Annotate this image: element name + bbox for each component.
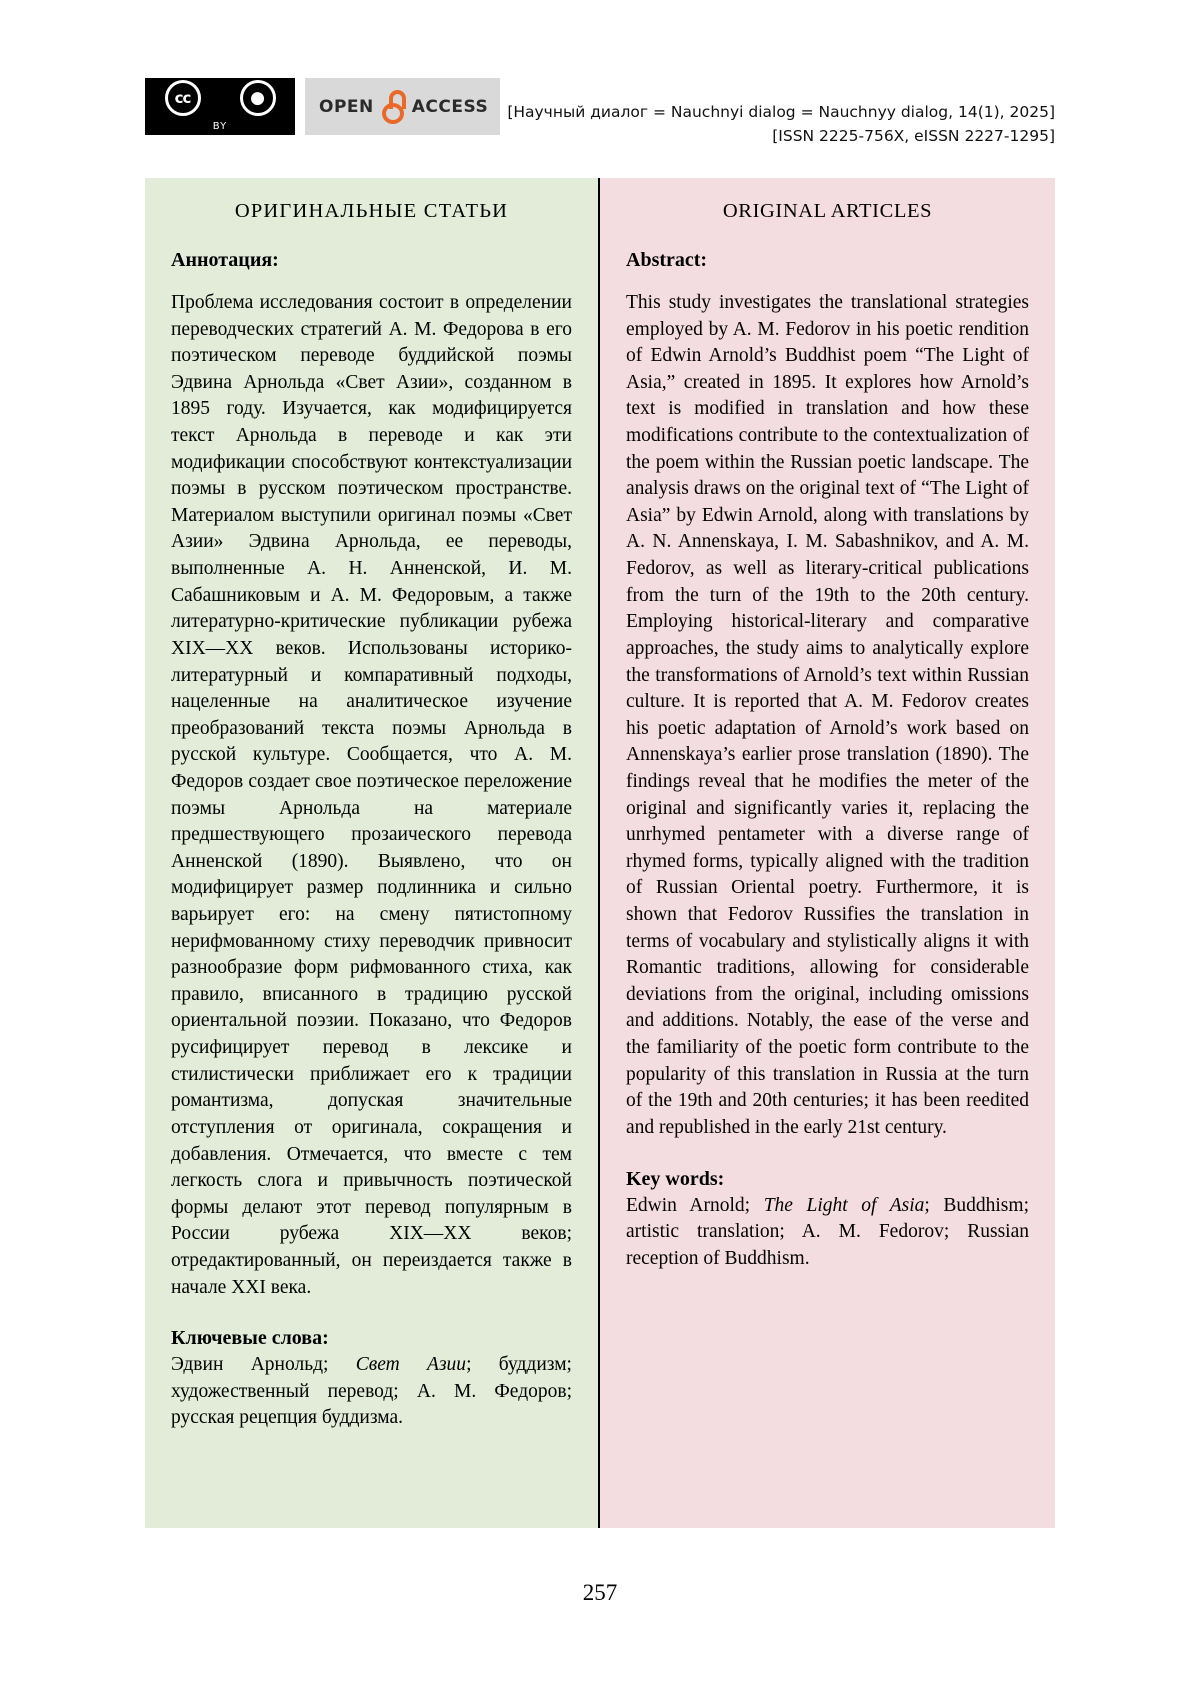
keywords-label-ru: Ключевые слова:: [171, 1327, 329, 1350]
page-header: [145, 78, 1055, 148]
section-title-ru: ОРИГИНАЛЬНЫЕ СТАТЬИ: [234, 200, 509, 222]
open-access-access-label: ACCESS: [411, 96, 489, 117]
open-access-badge: [305, 78, 500, 135]
keywords-text-ru: [171, 1352, 572, 1432]
keywords-prefix-en: Edwin Arnold;: [626, 1194, 764, 1216]
keywords-prefix-ru: Эдвин Арнольд;: [171, 1354, 356, 1376]
open-access-open-label: OPEN: [319, 96, 374, 117]
keywords-suffix-ru: ; буддизм; художественный перевод; А. М. Федоров; русская рецепция буддизма.: [171, 1354, 572, 1429]
cc-by-label: BY: [145, 118, 295, 135]
abstract-text-ru: Проблема исследования состоит в определении переводческих стратегий А. М. Федорова в его поэтическом переводе буддийской поэмы Эдвина Арнольда «Свет Азии», созданном в 1895 году. Изучается, как модифицируется текст Арнольда в переводе и как эти модификации способствуют контекстуализации поэмы в русском поэтическом пространстве. Материалом выступили оригинал поэмы «Свет Азии» Эдвина Арнольда, ее переводы, выполненные А. Н. Анненской, И. М. Сабашниковым и А. М. Федоровым, а также литературно-критические публикации рубежа XIX—XX веков. Использованы историко-литературный и компаративный подходы, нацеленные на аналитическое изучение преобразований текста поэмы Арнольда в русской культуре. Сообщается, что А. М. Федоров создает свое поэтическое переложение поэмы Арнольда на материале предшествующего прозаического перевода Анненской (1890). Выявлено, что он модифицирует размер подлинника и сильно варьирует его: на смену пятистопному нерифмованному стиху переводчик привносит разнообразие форм рифмованного стиха, как правило, вписанного в традицию русской ориентальной поэзии. Показано, что Федоров русифицирует перевод в лексике и стилистически приближает его к традиции романтизма, допуская значительные отступления от оригинала, сокращения и добавления. Отмечается, что вместе с тем легкость слога и привычность поэтической формы делают этот перевод популярным в России рубежа XIX—XX веков; отредактированный, он переиздается также в начале XXI века.: [171, 292, 572, 1298]
cc-logo-icon: [145, 78, 220, 118]
keywords-text-en: [626, 1193, 1029, 1273]
creative-commons-badge: [145, 78, 295, 135]
keywords-label-en: Key words:: [626, 1167, 725, 1190]
abstract-label-ru: Аннотация:: [171, 249, 279, 271]
keywords-title-ru: Свет Азии: [355, 1354, 467, 1376]
keywords-block-en: [626, 1168, 1029, 1273]
page-number: 257: [582, 1580, 618, 1605]
cc-by-person-icon: [220, 78, 295, 118]
abstract-columns: [145, 178, 1055, 1528]
column-russian: [145, 178, 600, 1528]
abstract-text-en: This study investigates the translational strategies employed by A. M. Fedorov in his poetic rendition of Edwin Arnold’s Buddhist poem “The Light of Asia,” created in 1895. It explores how Arnold’s text is modified in translation and how these modifications contribute to the contextualization of the poem within the Russian poetic landscape. The analysis draws on the original text of “The Light of Asia” by Edwin Arnold, along with translations by A. N. Annenskaya, I. M. Sabashnikov, and A. M. Fedorov, as well as literary-critical publications from the turn of the 19th to the 20th century. Employing historical-literary and comparative approaches, the study aims to analytically explore the transformations of Arnold’s text within Russian culture. It is reported that A. M. Fedorov creates his poetic adaptation of Arnold’s work based on Annenskaya’s earlier prose translation (1890). The findings reveal that he modifies the meter of the original and significantly varies it, replacing the unrhymed pentameter with a diverse range of rhymed forms, typically aligned with the tradition of Russian Oriental poetry. Furthermore, it is shown that Fedorov Russifies the translation in terms of vocabulary and stylistically aligns it with Romantic traditions, allowing for considerable deviations from the original, including omissions and additions. Notably, the ease of the verse and the familiarity of the poetic form contribute to the popularity of this translation in Russia at the turn of the 19th and 20th centuries; it has been reedited and republished in the early 21st century.: [626, 292, 1029, 1138]
section-title-en: ORIGINAL ARTICLES: [722, 200, 933, 222]
keywords-title-en: The Light of Asia: [763, 1194, 925, 1216]
open-lock-icon: [380, 90, 406, 124]
journal-issue-line: [Научный диалог = Nauchnyi dialog = Nauchnyy dialog, 14(1), 2025]: [507, 103, 1055, 121]
keywords-block-ru: [171, 1327, 572, 1432]
journal-issn-line: [ISSN 2225-756X, eISSN 2227-1295]: [772, 127, 1055, 146]
person-icon: ●: [240, 80, 276, 116]
column-english: [600, 178, 1055, 1528]
journal-meta: [507, 78, 1055, 148]
cc-circle-icon: cc: [165, 80, 201, 116]
abstract-label-en: Abstract:: [626, 249, 708, 271]
cc-badge-top: [145, 78, 295, 118]
keywords-suffix-en: ; Buddhism; artistic translation; A. M. Fedorov; Russian reception of Buddhism.: [626, 1194, 1029, 1269]
